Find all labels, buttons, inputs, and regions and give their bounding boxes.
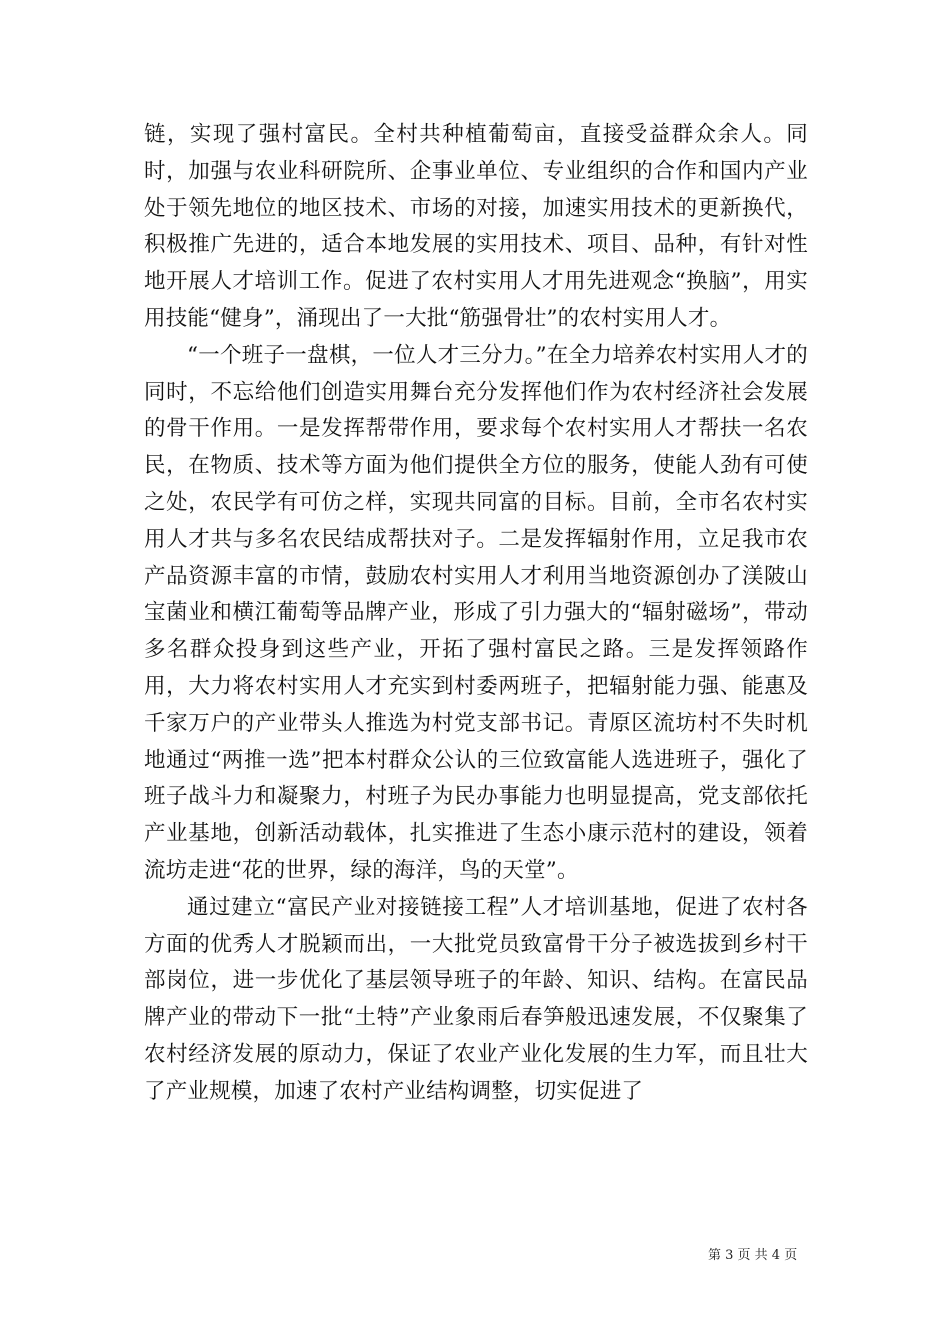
paragraph-2: “一个班子一盘棋，一位人才三分力。”在全力培养农村实用人才的同时，不忘给他们创造实用舞台充分发挥他们作为农村经济社会发展的骨干作用。一是发挥帮带作用，要求每个农村实用人才帮扶一名农民，在物质、技术等方面为他们提供全方位的服务，使能人劲有可使之处，农民学有可仿之样，实现共同富的目标。目前，全市名农村实用人才共与多名农民结成帮扶对子。二是发挥辐射作用，立足我市农产品资源丰富的市情，鼓励农村实用人才利用当地资源创办了渼陂山宝菌业和横江葡萄等品牌产业，形成了引力强大的“辐射磁场”，带动多名群众投身到这些产业，开拓了强村富民之路。三是发挥领路作用，大力将农村实用人才充实到村委两班子，把辐射能力强、能惠及千家万户的产业带头人推选为村党支部书记。青原区流坊村不失时机地通过“两推一选”把本村群众公认的三位致富能人选进班子，强化了班子战斗力和凝聚力，村班子为民办事能力也明显提高，党支部依托产业基地，创新活动载体，扎实推进了生态小康示范村的建设，领着流坊走进“花的世界，绿的海洋，鸟的天堂”。 [144,342,808,883]
page-number-footer: 第 3 页 共 4 页 [708,1248,798,1263]
document-body [144,117,808,1111]
paragraph-3: 通过建立“富民产业对接链接工程”人才培训基地，促进了农村各方面的优秀人才脱颖而出，一大批党员致富骨干分子被选拔到乡村干部岗位，进一步优化了基层领导班子的年龄、知识、结构。在富民品牌产业的带动下一批“土特”产业象雨后春笋般迅速发展，不仅聚集了农村经济发展的原动力，保证了农业产业化发展的生力军，而且壮大了产业规模，加速了农村产业结构调整，切实促进了 [144,894,808,1104]
paragraph-1: 链，实现了强村富民。全村共种植葡萄亩，直接受益群众余人。同时，加强与农业科研院所、企事业单位、专业组织的合作和国内产业处于领先地位的地区技术、市场的对接，加速实用技术的更新换代，积极推广先进的，适合本地发展的实用技术、项目、品种，有针对性地开展人才培训工作。促进了农村实用人才用先进观念“换脑”，用实用技能“健身”，涌现出了一大批“筋强骨壮”的农村实用人才。 [144,122,808,331]
